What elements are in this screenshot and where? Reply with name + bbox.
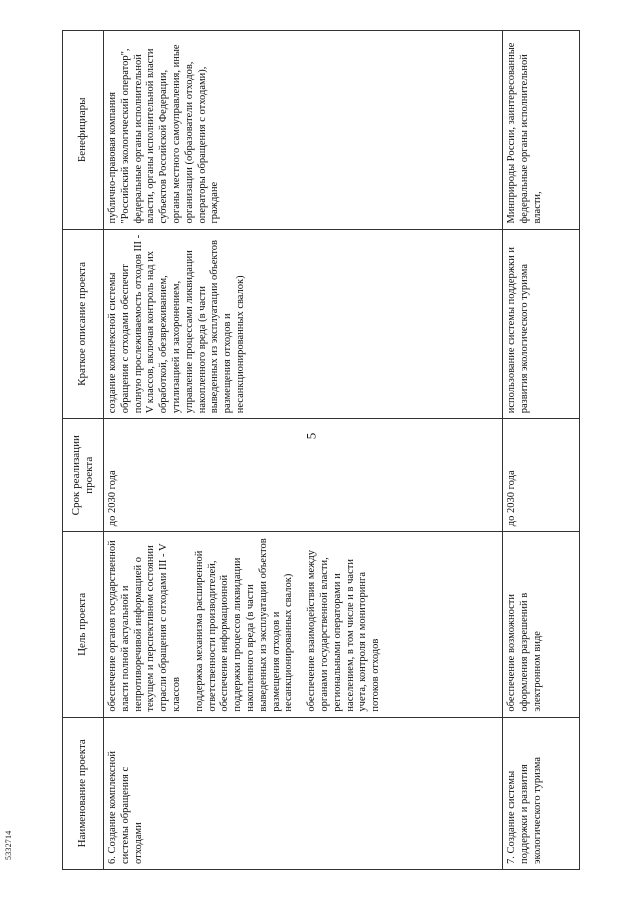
header-beneficiaries: Бенефициары [63,31,104,230]
table-header-row [63,31,104,870]
header-project-name: Наименование проекта [63,717,104,869]
project-goal-cell [503,532,580,717]
header-project-term: Срок реализации проекта [63,419,104,532]
goal-paragraph: обеспечение возможности оформления разрешений в электронном виде [506,592,543,712]
goal-paragraph: обеспечение органов государственной власти полной актуальной и непротиворечивой информацией о текущем и перспективном состоянии отрасли обращения с отходами III - V классов [107,540,182,712]
header-project-goal: Цель проекта [63,532,104,717]
beneficiaries-cell: публично-правовая компания "Российский экологический оператор", федеральные органы исполнительной власти, органы исполнительной власти субъектов Российской Федерации, органы местного самоуправления, иные организации (образователи отходов, операторы обращения с отходами), граждане [104,31,503,230]
page-number: 5 [303,432,319,440]
project-description-cell: создание комплексной системы обращения с отходами обеспечит полную прослеживаемость отходов III - V классов, включая контроль над их обработкой, обезвреживанием, утилизацией и захоронением, управление процессами ликвидации накопленного вреда (в части выведенных из эксплуатации объектов размещения отходов и несанкционированных свалок) [104,229,503,419]
table-row [503,31,580,870]
projects-table [62,30,580,870]
beneficiaries-cell: Минприроды России, заинтересованные федеральные органы исполнительной власти, [503,31,580,230]
header-project-description: Краткое описание проекта [63,229,104,419]
goal-paragraph: обеспечение взаимодействия между органами государственной власти, региональными операторами и населением, в том числе и в части учета, контроля и мониторинга потоков отходов [306,550,382,712]
project-name-cell: 6. Создание комплексной системы обращения с отходами [104,717,503,869]
project-term-cell: до 2030 года [104,419,503,532]
project-term-cell: до 2030 года [503,419,580,532]
project-description-cell: использование системы поддержки и развития экологического туризма [503,229,580,419]
project-goal-cell [104,532,503,717]
document-code: 5332714 [4,830,13,860]
goal-paragraph: поддержка механизма расширенной ответственности производителей, обеспечение информационной поддержки процессов ликвидации накопленного вреда (в части выведенных из эксплуатации объектов размещения отходов и несанкционированных свалок) [193,538,295,712]
rotated-table-container [62,30,582,870]
table-row [104,31,503,870]
project-name-cell: 7. Создание системы поддержки и развития экологического туризма [503,717,580,869]
